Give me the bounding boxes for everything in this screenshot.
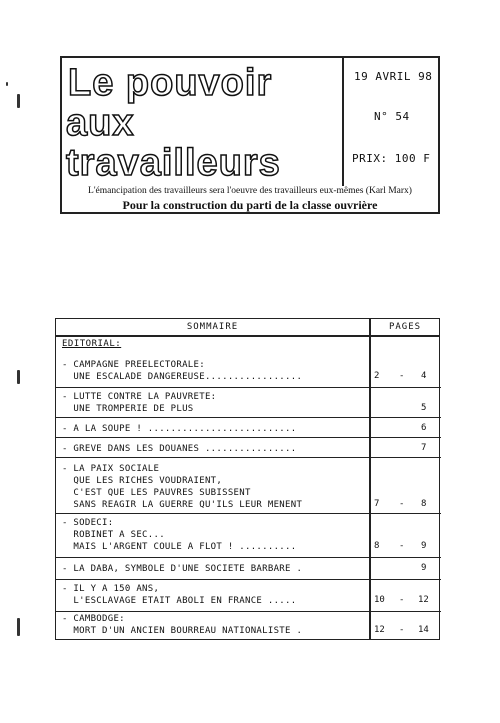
toc-header-rule [56, 335, 439, 337]
toc-page-start: 8 [374, 541, 380, 551]
toc-page-end: 4 [421, 371, 427, 381]
toc-entry-line: - CAMPAGNE PREELECTORALE: [62, 360, 205, 370]
toc-entry-line: UNE TROMPERIE DE PLUS [62, 404, 194, 414]
toc-row-rule [56, 387, 441, 388]
toc-page-start: 2 [374, 371, 380, 381]
toc-title: SOMMAIRE [186, 322, 239, 332]
margin-mark [17, 370, 20, 384]
toc-entry-line: QUE LES RICHES VOUDRAIENT, [62, 476, 223, 486]
toc-entry [62, 563, 367, 575]
toc-entry [62, 391, 367, 415]
toc-page-end: 9 [421, 563, 427, 573]
issue-number: N° 54 [374, 110, 410, 123]
issue-price: PRIX: 100 F [352, 152, 431, 165]
toc-entry-line: - A LA SOUPE ! .......................... [62, 424, 297, 434]
toc-entry [62, 517, 367, 553]
margin-mark [17, 618, 20, 636]
toc-page-end: 5 [421, 403, 427, 413]
toc-row-rule [56, 611, 441, 612]
toc-pages-header: PAGES [388, 322, 422, 332]
margin-mark [17, 94, 20, 108]
table-of-contents [55, 318, 440, 640]
toc-entry-line: L'ESCLAVAGE ETAIT ABOLI EN FRANCE ..... [62, 596, 297, 606]
toc-row-rule [56, 457, 441, 458]
toc-page-dash: - [399, 595, 405, 605]
toc-section-editorial: EDITORIAL: [62, 339, 122, 349]
toc-page-dash: - [399, 371, 405, 381]
toc-page-start: 7 [374, 499, 380, 509]
toc-row-rule [56, 513, 441, 514]
toc-page-end: 8 [421, 499, 427, 509]
toc-entry [62, 423, 367, 435]
toc-entry-line: - CAMBODGE: [62, 614, 125, 624]
toc-entry-line: MAIS L'ARGENT COULE A FLOT ! .......... [62, 542, 297, 552]
toc-row-rule [56, 417, 441, 418]
toc-column-rule [369, 319, 371, 639]
toc-entry-line: - SODECI: [62, 518, 114, 528]
toc-page-end: 6 [421, 423, 427, 433]
masthead-title-line2: aux [66, 102, 135, 144]
toc-page-end: 14 [418, 625, 429, 635]
toc-page-end: 7 [421, 443, 427, 453]
toc-entry-line: - LUTTE CONTRE LA PAUVRETE: [62, 392, 217, 402]
masthead-slogan: Pour la construction du parti de la classe ouvrière [122, 198, 378, 212]
toc-entry-line: MORT D'UN ANCIEN BOURREAU NATIONALISTE . [62, 626, 303, 636]
toc-entry-line: C'EST QUE LES PAUVRES SUBISSENT [62, 488, 251, 498]
toc-page-start: 12 [374, 625, 385, 635]
toc-page-dash: - [399, 541, 405, 551]
toc-entry-line: - LA PAIX SOCIALE [62, 464, 160, 474]
toc-entry [62, 443, 367, 455]
masthead-title-line3: travailleurs [66, 142, 281, 184]
toc-page-dash: - [399, 625, 405, 635]
toc-page-end: 9 [421, 541, 427, 551]
margin-mark [6, 82, 8, 86]
issue-date: 19 AVRIL 98 [354, 70, 433, 83]
toc-entry-line: SANS REAGIR LA GUERRE QU'ILS LEUR MENENT [62, 500, 303, 510]
toc-entry-line: - IL Y A 150 ANS, [62, 584, 160, 594]
toc-entry-line: UNE ESCALADE DANGEREUSE................. [62, 372, 303, 382]
toc-entry [62, 583, 367, 607]
toc-entry-line: ROBINET A SEC... [62, 530, 165, 540]
toc-row-rule [56, 579, 441, 580]
toc-page-dash: - [399, 499, 405, 509]
toc-row-rule [56, 437, 441, 438]
masthead [60, 56, 440, 214]
toc-entry [62, 359, 367, 383]
toc-page-start: 10 [374, 595, 385, 605]
toc-page-end: 12 [418, 595, 429, 605]
masthead-title-line1: Le pouvoir [68, 62, 273, 104]
toc-entry-line: - LA DABA, SYMBOLE D'UNE SOCIETE BARBARE . [62, 564, 303, 574]
toc-row-rule [56, 557, 441, 558]
toc-entry-line: - GREVE DANS LES DOUANES ................ [62, 444, 297, 454]
toc-entry [62, 613, 367, 637]
toc-entry [62, 463, 367, 511]
masthead-quote: L'émancipation des travailleurs sera l'oeuvre des travailleurs eux-mêmes (Karl Marx) [88, 186, 412, 196]
masthead-divider [342, 58, 344, 186]
